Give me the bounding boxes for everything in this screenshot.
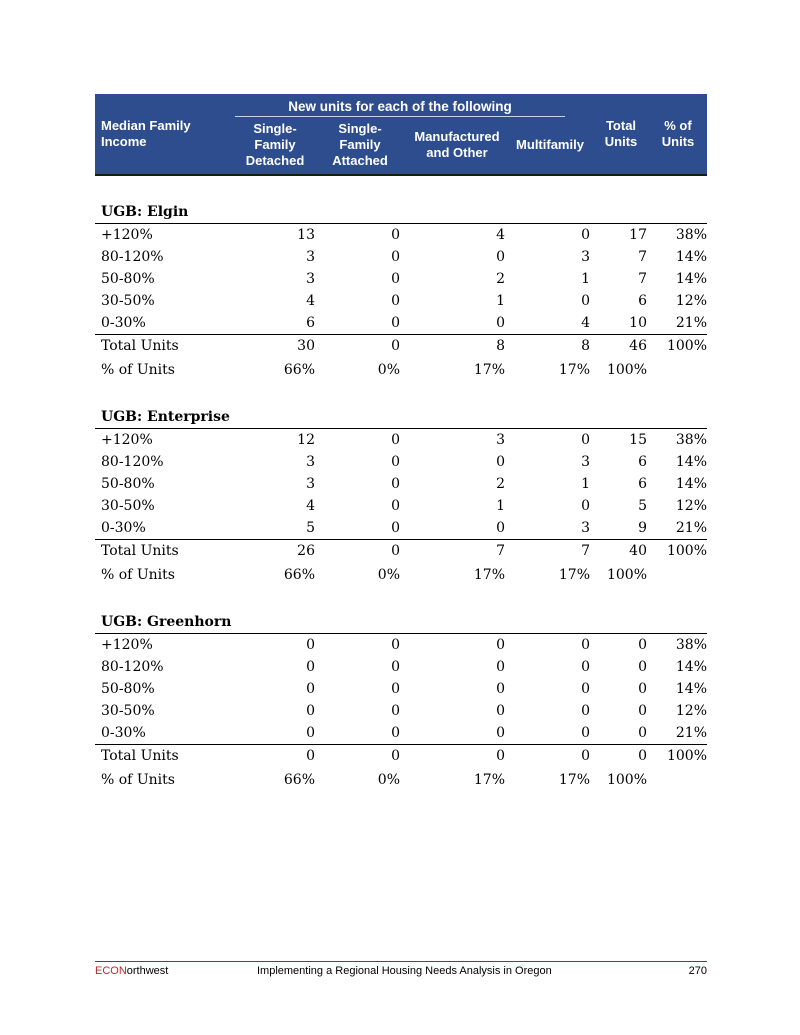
- cell-mfo: 0: [496, 637, 505, 653]
- table-row: [95, 224, 707, 246]
- table-row: [95, 451, 707, 473]
- table-section: [95, 202, 707, 381]
- cell-sfd: 30: [297, 338, 315, 354]
- cell-total: 0: [638, 725, 647, 741]
- page-number: 270: [688, 965, 707, 977]
- table-row: [95, 290, 707, 312]
- cell-mf: 3: [581, 520, 590, 536]
- cell-mf: 0: [581, 498, 590, 514]
- cell-mf: 17%: [558, 362, 590, 378]
- header-group-label: New units for each of the following: [235, 99, 565, 117]
- cell-mfo: 8: [496, 338, 505, 354]
- cell-label: % of Units: [101, 567, 175, 583]
- cell-label: 0-30%: [101, 725, 146, 741]
- cell-mf: 0: [581, 659, 590, 675]
- footer-document-title: Implementing a Regional Housing Needs Analysis in Oregon: [257, 965, 552, 977]
- cell-pct: 21%: [675, 315, 707, 331]
- footer-brand-rest: orthwest: [126, 965, 169, 977]
- header-median-family-income: Median Family Income: [101, 118, 191, 149]
- cell-total: 0: [638, 659, 647, 675]
- cell-label: Total Units: [101, 338, 179, 354]
- cell-sfa: 0: [391, 249, 400, 265]
- section-title: UGB: Greenhorn: [95, 612, 707, 634]
- cell-sfd: 12: [297, 432, 315, 448]
- footer-brand-accent: ECON: [95, 965, 127, 977]
- cell-sfd: 0: [306, 725, 315, 741]
- table-row: [95, 722, 707, 744]
- cell-mfo: 0: [496, 315, 505, 331]
- cell-sfa: 0: [391, 293, 400, 309]
- cell-total: 5: [638, 498, 647, 514]
- cell-pct: 14%: [675, 659, 707, 675]
- cell-sfd: 3: [306, 476, 315, 492]
- total-units-row: [95, 539, 707, 562]
- cell-mfo: 2: [496, 271, 505, 287]
- cell-label: 30-50%: [101, 293, 155, 309]
- cell-sfa: 0: [391, 637, 400, 653]
- cell-pct: 38%: [675, 227, 707, 243]
- cell-mfo: 3: [496, 432, 505, 448]
- cell-sfa: 0%: [377, 772, 400, 788]
- cell-mf: 17%: [558, 567, 590, 583]
- cell-sfd: 0: [306, 681, 315, 697]
- cell-label: % of Units: [101, 772, 175, 788]
- cell-sfd: 66%: [283, 362, 315, 378]
- cell-label: 50-80%: [101, 681, 155, 697]
- cell-mf: 0: [581, 725, 590, 741]
- cell-sfa: 0: [391, 432, 400, 448]
- cell-total: 0: [638, 703, 647, 719]
- cell-pct: 100%: [666, 338, 707, 354]
- cell-total: 0: [638, 748, 647, 764]
- cell-mfo: 0: [496, 748, 505, 764]
- cell-sfa: 0: [391, 725, 400, 741]
- cell-total: 6: [638, 293, 647, 309]
- cell-sfd: 3: [306, 271, 315, 287]
- cell-sfd: 0: [306, 637, 315, 653]
- cell-mf: 7: [581, 543, 590, 559]
- cell-mf: 3: [581, 454, 590, 470]
- cell-sfa: 0: [391, 659, 400, 675]
- cell-mfo: 0: [496, 703, 505, 719]
- total-units-row: [95, 744, 707, 767]
- header-percent-of-units: % of Units: [661, 118, 695, 149]
- cell-sfa: 0%: [377, 362, 400, 378]
- cell-sfd: 0: [306, 703, 315, 719]
- cell-sfd: 0: [306, 659, 315, 675]
- table-section: [95, 407, 707, 586]
- cell-sfd: 13: [297, 227, 315, 243]
- cell-sfd: 4: [306, 498, 315, 514]
- table-row: [95, 678, 707, 700]
- cell-sfd: 66%: [283, 567, 315, 583]
- cell-mfo: 0: [496, 725, 505, 741]
- cell-pct: 14%: [675, 454, 707, 470]
- total-units-row: [95, 334, 707, 357]
- cell-mf: 1: [581, 271, 590, 287]
- cell-mf: 0: [581, 748, 590, 764]
- cell-mf: 3: [581, 249, 590, 265]
- cell-mfo: 7: [496, 543, 505, 559]
- cell-mf: 0: [581, 681, 590, 697]
- cell-sfd: 0: [306, 748, 315, 764]
- cell-pct: [647, 357, 707, 381]
- table-row: [95, 312, 707, 334]
- cell-total: 15: [629, 432, 647, 448]
- percent-of-units-row: [95, 767, 707, 791]
- table-row: [95, 268, 707, 290]
- cell-label: 80-120%: [101, 249, 164, 265]
- header-single-family-detached: Single- Family Detached: [245, 121, 305, 168]
- cell-mfo: 4: [496, 227, 505, 243]
- cell-sfa: 0: [391, 681, 400, 697]
- cell-mfo: 0: [496, 249, 505, 265]
- cell-sfa: 0%: [377, 567, 400, 583]
- cell-mf: 0: [581, 703, 590, 719]
- cell-label: Total Units: [101, 748, 179, 764]
- cell-sfa: 0: [391, 315, 400, 331]
- cell-mf: 1: [581, 476, 590, 492]
- section-title: UGB: Enterprise: [95, 407, 707, 429]
- cell-label: 0-30%: [101, 520, 146, 536]
- cell-mf: 0: [581, 227, 590, 243]
- cell-pct: [647, 767, 707, 791]
- cell-mfo: 0: [496, 520, 505, 536]
- cell-pct: 21%: [675, 520, 707, 536]
- cell-sfd: 26: [297, 543, 315, 559]
- cell-sfa: 0: [391, 748, 400, 764]
- cell-pct: 12%: [675, 293, 707, 309]
- cell-sfd: 3: [306, 249, 315, 265]
- cell-mfo: 0: [496, 659, 505, 675]
- cell-mfo: 1: [496, 293, 505, 309]
- cell-total: 10: [629, 315, 647, 331]
- cell-sfd: 4: [306, 293, 315, 309]
- cell-total: 6: [638, 476, 647, 492]
- cell-label: +120%: [101, 637, 153, 653]
- cell-label: 50-80%: [101, 271, 155, 287]
- cell-sfd: 66%: [283, 772, 315, 788]
- cell-label: 50-80%: [101, 476, 155, 492]
- cell-label: 30-50%: [101, 703, 155, 719]
- cell-mf: 17%: [558, 772, 590, 788]
- cell-sfd: 5: [306, 520, 315, 536]
- cell-total: 7: [638, 249, 647, 265]
- cell-sfd: 3: [306, 454, 315, 470]
- cell-sfa: 0: [391, 703, 400, 719]
- cell-mf: 8: [581, 338, 590, 354]
- cell-mfo: 17%: [473, 362, 505, 378]
- cell-total: 17: [629, 227, 647, 243]
- table-body: [95, 202, 707, 791]
- table-row: [95, 656, 707, 678]
- cell-label: % of Units: [101, 362, 175, 378]
- cell-pct: 21%: [675, 725, 707, 741]
- header-total-units: Total Units: [604, 118, 638, 149]
- cell-total: 6: [638, 454, 647, 470]
- cell-sfa: 0: [391, 476, 400, 492]
- cell-total: 100%: [606, 362, 647, 378]
- cell-label: 30-50%: [101, 498, 155, 514]
- cell-pct: 12%: [675, 498, 707, 514]
- cell-pct: 14%: [675, 271, 707, 287]
- cell-pct: 100%: [666, 543, 707, 559]
- cell-total: 46: [629, 338, 647, 354]
- cell-total: 9: [638, 520, 647, 536]
- footer-brand: [95, 965, 168, 977]
- cell-pct: 100%: [666, 748, 707, 764]
- cell-sfa: 0: [391, 271, 400, 287]
- cell-mfo: 17%: [473, 567, 505, 583]
- table-section: [95, 612, 707, 791]
- cell-mf: 4: [581, 315, 590, 331]
- cell-pct: 14%: [675, 249, 707, 265]
- cell-sfa: 0: [391, 338, 400, 354]
- cell-pct: 14%: [675, 681, 707, 697]
- cell-mfo: 0: [496, 681, 505, 697]
- cell-mfo: 17%: [473, 772, 505, 788]
- cell-label: +120%: [101, 227, 153, 243]
- cell-sfa: 0: [391, 454, 400, 470]
- cell-sfa: 0: [391, 227, 400, 243]
- cell-pct: 38%: [675, 637, 707, 653]
- cell-sfa: 0: [391, 520, 400, 536]
- cell-mf: 0: [581, 293, 590, 309]
- cell-sfa: 0: [391, 498, 400, 514]
- table-row: [95, 429, 707, 451]
- cell-total: 100%: [606, 567, 647, 583]
- cell-mf: 0: [581, 432, 590, 448]
- cell-total: 0: [638, 637, 647, 653]
- cell-label: Total Units: [101, 543, 179, 559]
- page-footer: [95, 961, 707, 978]
- cell-total: 0: [638, 681, 647, 697]
- cell-pct: 14%: [675, 476, 707, 492]
- cell-mfo: 0: [496, 454, 505, 470]
- housing-units-table: [95, 94, 707, 791]
- header-manufactured-and-other: Manufactured and Other: [414, 129, 500, 160]
- cell-mfo: 1: [496, 498, 505, 514]
- cell-pct: 38%: [675, 432, 707, 448]
- table-row: [95, 517, 707, 539]
- cell-label: 80-120%: [101, 454, 164, 470]
- cell-mfo: 2: [496, 476, 505, 492]
- table-row: [95, 495, 707, 517]
- percent-of-units-row: [95, 357, 707, 381]
- cell-label: 0-30%: [101, 315, 146, 331]
- cell-label: +120%: [101, 432, 153, 448]
- table-row: [95, 246, 707, 268]
- cell-pct: [647, 562, 707, 586]
- cell-mf: 0: [581, 637, 590, 653]
- cell-total: 40: [629, 543, 647, 559]
- cell-total: 100%: [606, 772, 647, 788]
- cell-total: 7: [638, 271, 647, 287]
- cell-label: 80-120%: [101, 659, 164, 675]
- table-row: [95, 473, 707, 495]
- header-single-family-attached: Single- Family Attached: [332, 121, 388, 168]
- percent-of-units-row: [95, 562, 707, 586]
- table-row: [95, 700, 707, 722]
- table-row: [95, 634, 707, 656]
- cell-pct: 12%: [675, 703, 707, 719]
- cell-sfa: 0: [391, 543, 400, 559]
- cell-sfd: 6: [306, 315, 315, 331]
- table-header: [95, 94, 707, 176]
- header-multifamily: Multifamily: [516, 137, 584, 152]
- section-title: UGB: Elgin: [95, 202, 707, 224]
